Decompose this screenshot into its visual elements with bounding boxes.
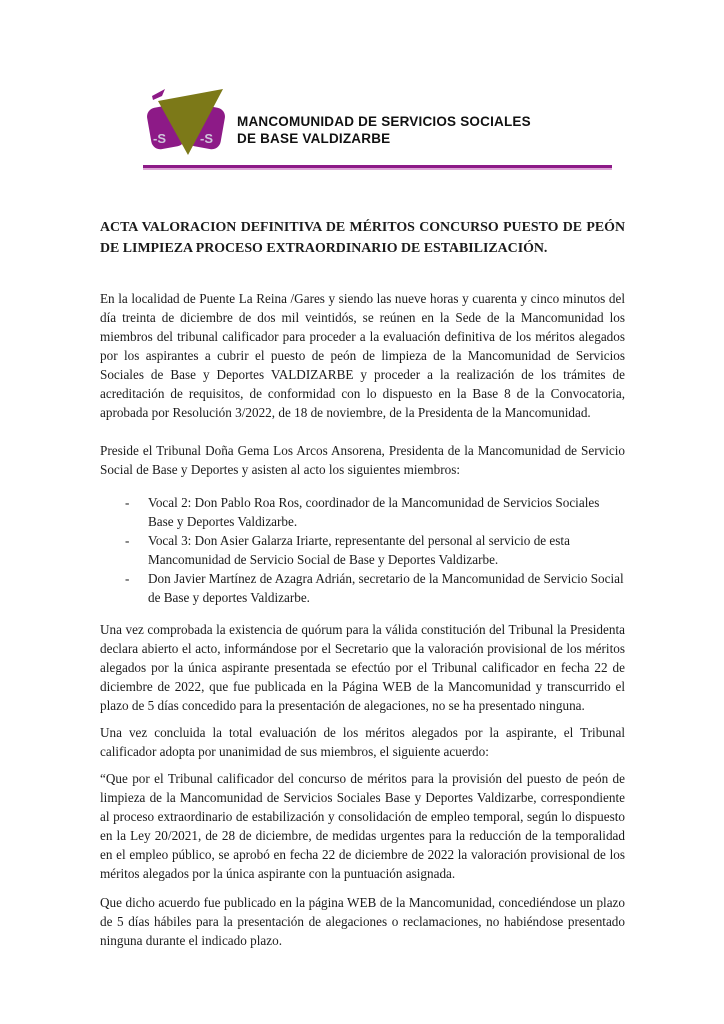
org-name (237, 113, 531, 147)
valdizarbe-logo-icon (146, 86, 226, 158)
header-divider (143, 165, 612, 170)
paragraph-publicacion: Que dicho acuerdo fue publicado en la página WEB de la Mancomunidad, concediéndose un plazo de 5 días hábiles para la presentación de alegaciones o reclamaciones, no habiéndose presentado ninguna durante el indicado plazo. (100, 895, 625, 948)
list-item-text: Vocal 2: Don Pablo Roa Ros, coordinador de la Mancomunidad de Servicios Sociales Base y Deportes Valdizarbe. (148, 495, 600, 529)
list-item (100, 569, 625, 607)
list-item-marker: - (125, 533, 130, 548)
org-name-line1: MANCOMUNIDAD DE SERVICIOS SOCIALES (237, 114, 531, 129)
document-body (100, 217, 625, 950)
list-item (100, 531, 625, 569)
list-item-marker: - (125, 495, 130, 510)
list-item-marker: - (125, 571, 130, 586)
header-divider-light-line (143, 168, 612, 170)
letterhead (146, 86, 531, 158)
list-item (100, 493, 625, 531)
paragraph-quorum: Una vez comprobada la existencia de quórum para la válida constitución del Tribunal la Presidenta declara abierto el acto, informándose por el Secretario que la valoración provisional de los méritos alegados por la única aspirante presentada se efectúo por el Tribunal calificador en fecha 22 de diciembre de 2022, que fue publicada en la Página WEB de la Mancomunidad y transcurrido el plazo de 5 días concedido para la presentación de alegaciones, no se ha presentado ninguna. (100, 622, 625, 713)
org-name-line2: DE BASE VALDIZARBE (237, 131, 391, 146)
members-list (100, 493, 625, 607)
list-item-text: Vocal 3: Don Asier Galarza Iriarte, representante del personal al servicio de esta Mancomunidad de Servicio Social de Base y Deportes Valdizarbe. (148, 533, 570, 567)
logo-right-monogram: -S (200, 131, 213, 146)
logo-left-monogram: -S (153, 131, 166, 146)
paragraph-acuerdo-quote: “Que por el Tribunal calificador del concurso de méritos para la provisión del puesto de peón de limpieza de la Mancomunidad de Servicios Sociales Base y Deportes Valdizarbe, correspondiente al proceso extraordinario de estabilización y consolidación de empleo temporal, según lo dispuesto en la Ley 20/2021, de 28 de diciembre, de medidas urgentes para la reducción de la temporalidad en el empleo público, se aprobó en fecha 22 de diciembre de 2022 la valoración provisional de los méritos alegados por la única aspirante con la puntuación asignada. (100, 771, 625, 881)
paragraph-preside: Preside el Tribunal Doña Gema Los Arcos Ansorena, Presidenta de la Mancomunidad de Servicio Social de Base y Deportes y asisten al acto los siguientes miembros: (100, 443, 625, 477)
list-item-text: Don Javier Martínez de Azagra Adrián, secretario de la Mancomunidad de Servicio Social de Base y deportes Valdizarbe. (148, 571, 624, 605)
paragraph-acuerdo-intro: Una vez concluida la total evaluación de los méritos alegados por la aspirante, el Tribunal calificador adopta por unanimidad de sus miembros, el siguiente acuerdo: (100, 725, 625, 759)
document-title: ACTA VALORACION DEFINITIVA DE MÉRITOS CONCURSO PUESTO DE PEÓN DE LIMPIEZA PROCESO EXTRAORDINARIO DE ESTABILIZACIÓN. (100, 220, 625, 256)
paragraph-intro: En la localidad de Puente La Reina /Gares y siendo las nueve horas y cuarenta y cinco minutos del día treinta de diciembre de dos mil veintidós, se reúnen en la Sede de la Mancomunidad los miembros del tribunal calificador para proceder a la evaluación definitiva de los méritos alegados por los aspirantes a cubrir el puesto de peón de limpieza de la Mancomunidad de Servicios Sociales de Base y Deportes VALDIZARBE y proceder a la realización de los trámites de acreditación de requisitos, de conformidad con lo dispuesto en la Base 8 de la Convocatoria, aprobada por Resolución 3/2022, de 18 de noviembre, de la Presidenta de la Mancomunidad. (100, 291, 625, 420)
